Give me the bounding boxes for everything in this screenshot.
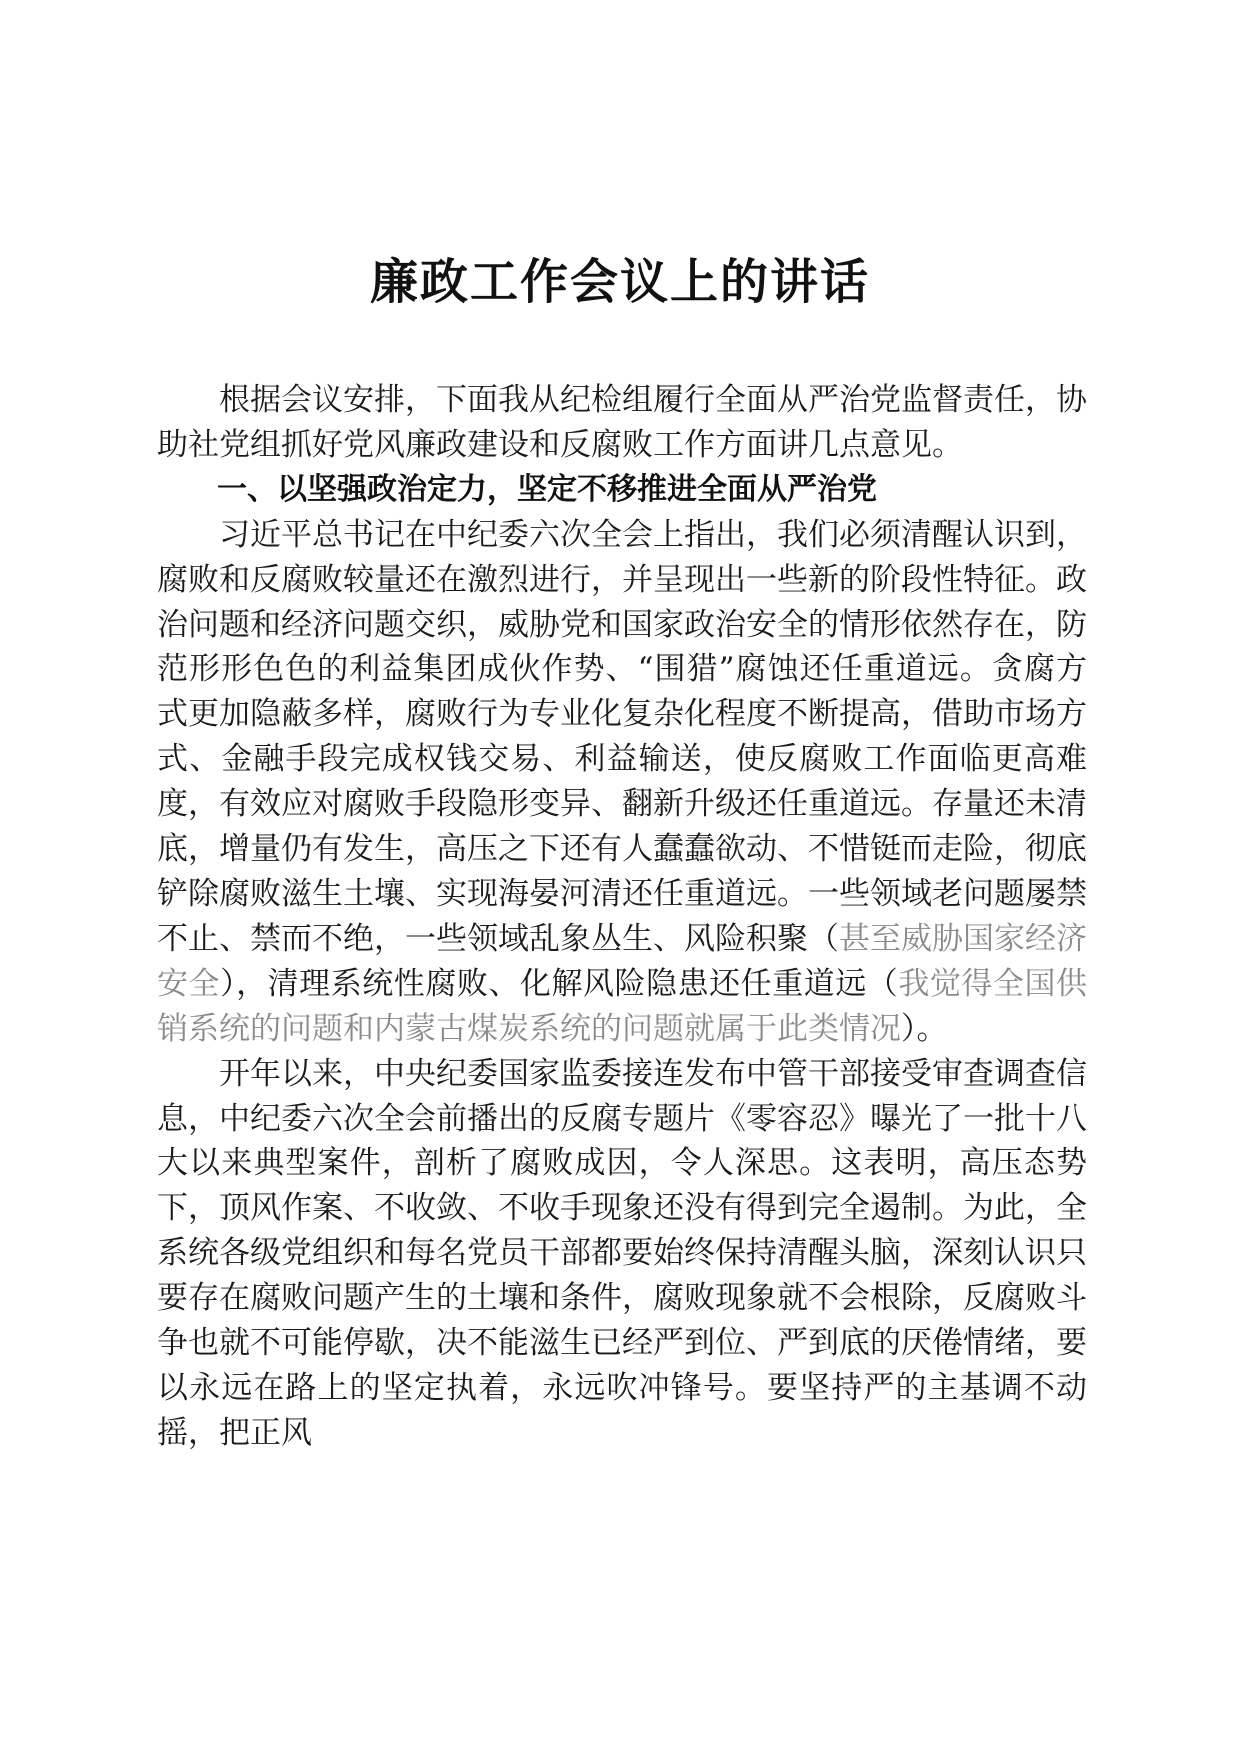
body-paragraph-1 <box>157 513 1087 1052</box>
annotation-note: 甚至威胁国家经济安全 <box>157 920 1087 1002</box>
section-heading: 一、以坚强政治定力，坚定不移推进全面从严治党 <box>217 471 877 507</box>
intro-paragraph: 根据会议安排，下面我从纪检组履行全面从严治党监督责任，协助社党组抓好党风廉政建设和反腐败工作方面讲几点意见。 <box>157 382 1087 463</box>
annotation-note: 我觉得全国供销系统的问题和内蒙古煤炭系统的问题就属于此类情况 <box>157 965 1088 1047</box>
paragraph-text: ），清理系统性腐败、化解风险隐患还任重道远（ <box>220 965 899 1002</box>
document-title: 廉政工作会议上的讲话 <box>369 254 870 310</box>
body-paragraph-2: 开年以来，中央纪委国家监委接连发布中管干部接受审查调查信息，中纪委六次全会前播出的反腐专题片《零容忍》曝光了一批十八大以来典型案件，剖析了腐败成因，令人深思。这表明，高压态势下，顶风作案、不收敛、不收手现象还没有得到完全遏制。为此，全系统各级党组织和每名党员干部都要始终保持清醒头脑，深刻认识只要存在腐败问题产生的土壤和条件，腐败现象就不会根除，反腐败斗争也就不可能停歇，决不能滋生已经严到位、严到底的厌倦情绪，要以永远在路上的坚定执着，永远吹冲锋号。要坚持严的主基调不动摇，把正风 <box>157 1055 1087 1451</box>
paragraph-text: 习近平总书记在中纪委六次全会上指出，我们必须清醒认识到，腐败和反腐败较量还在激烈进行，并呈现出一些新的阶段性特征。政治问题和经济问题交织，威胁党和国家政治安全的情形依然存在，防范形形色色的利益集团成伙作势、“围猎”腐蚀还任重道远。贪腐方式更加隐蔽多样，腐败行为专业化复杂化程度不断提高，借助市场方式、金融手段完成权钱交易、利益输送，使反腐败工作面临更高难度，有效应对腐败手段隐形变异、翻新升级还任重道远。存量还未清底，增量仍有发生，高压之下还有人蠢蠢欲动、不惜铤而走险，彻底铲除腐败滋生土壤、实现海晏河清还任重道远。一些领域老问题屡禁不止、禁而不绝，一些领域乱象丛生、风险积聚（ <box>157 516 1087 957</box>
document-body <box>157 378 1087 1456</box>
paragraph-text: ）。 <box>901 1010 948 1047</box>
